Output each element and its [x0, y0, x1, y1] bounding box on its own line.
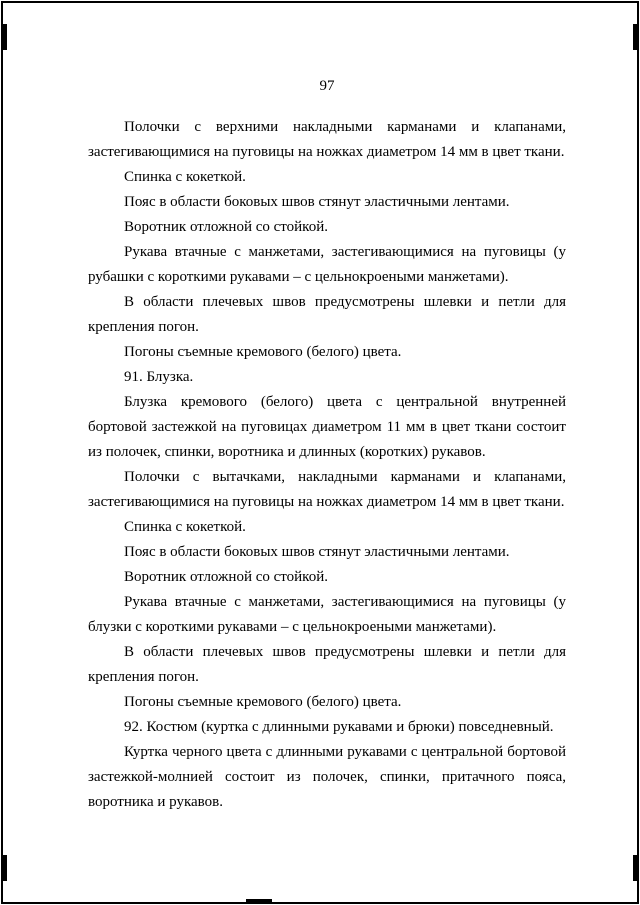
paragraph: Воротник отложной со стойкой. [124, 569, 328, 585]
paragraph: Воротник отложной со стойкой. [124, 219, 328, 235]
paragraph: Пояс в области боковых швов стянут эластичными лентами. [124, 544, 510, 560]
paragraph: Куртка черного цвета с длинными рукавами с центральной бортовой застежкой-молнией состоит из полочек, спинки, притачного пояса, воротника и рукавов. [88, 744, 566, 810]
scan-mark-bottom-center [246, 899, 272, 904]
paragraph: Рукава втачные с манжетами, застегивающимися на пуговицы (у блузки с короткими рукавами – с цельнокроеными манжетами). [88, 594, 566, 635]
page-number: 97 [319, 78, 335, 94]
paragraph: Полочки с вытачками, накладными карманами и клапанами, застегивающимися на пуговицы на ножках диаметром 14 мм в цвет ткани. [88, 469, 566, 510]
scan-mark-top-left [1, 24, 7, 50]
scan-mark-top-right [633, 24, 639, 50]
paragraph: Полочки с верхними накладными карманами и клапанами, застегивающимися на пуговицы на ножках диаметром 14 мм в цвет ткани. [88, 119, 566, 160]
paragraph: Погоны съемные кремового (белого) цвета. [124, 344, 402, 360]
scan-mark-bottom-left [1, 855, 7, 881]
paragraph: Рукава втачные с манжетами, застегивающимися на пуговицы (у рубашки с короткими рукавами – с цельнокроеными манжетами). [88, 244, 566, 285]
paragraph-section-heading: 91. Блузка. [124, 369, 194, 385]
scan-mark-bottom-right [633, 855, 639, 881]
paragraph: Спинка с кокеткой. [124, 169, 246, 185]
paragraph: Блузка кремового (белого) цвета с центральной внутренней бортовой застежкой на пуговицах диаметром 11 мм в цвет ткани состоит из полочек, спинки, воротника и длинных (коротких) рукавов. [88, 394, 566, 460]
paragraph: Спинка с кокеткой. [124, 519, 246, 535]
paragraph-section-heading: 92. Костюм (куртка с длинными рукавами и брюки) повседневный. [124, 719, 554, 735]
document-text-block [88, 74, 566, 815]
paragraph: В области плечевых швов предусмотрены шлевки и петли для крепления погон. [88, 294, 566, 335]
paragraph: Погоны съемные кремового (белого) цвета. [124, 694, 402, 710]
paragraph: В области плечевых швов предусмотрены шлевки и петли для крепления погон. [88, 644, 566, 685]
paragraph: Пояс в области боковых швов стянут эластичными лентами. [124, 194, 510, 210]
